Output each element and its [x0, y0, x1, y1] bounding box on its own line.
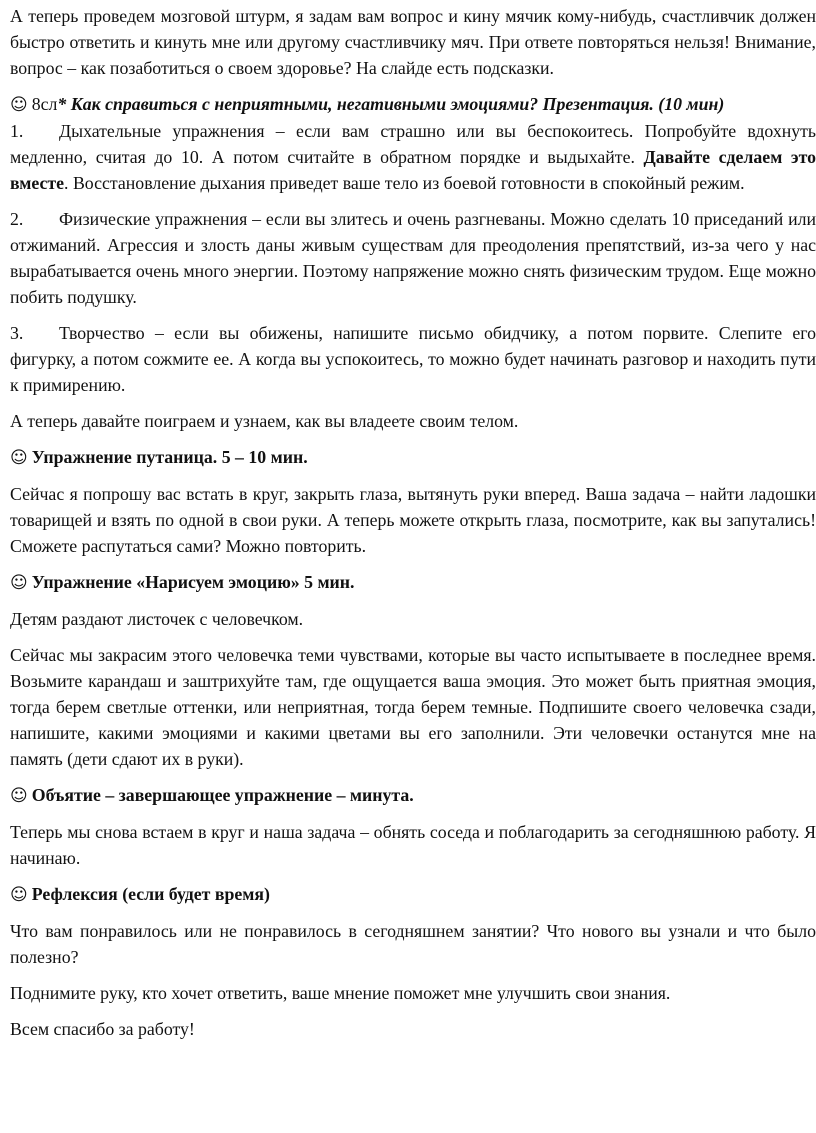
section-4-title: Объятие – завершающее упражнение – минута.: [31, 785, 414, 805]
list-item-number: 2.: [10, 209, 24, 229]
section-2-text: Сейчас я попрошу вас встать в круг, закрыть глаза, вытянуть руки вперед. Ваша задача – найти ладошки товарищей и взять по одной в свои руки. А теперь можете открыть глаза, посмотрите, как вы запутались! Сможете распутаться сами? Можно повторить.: [10, 484, 816, 556]
section-5-text-1: Что вам понравилось или не понравилось в сегодняшнем занятии? Что нового вы узнали и что было полезно?: [10, 921, 816, 967]
section-3-heading: [10, 569, 816, 596]
smiley-icon: ☺: [10, 95, 28, 115]
section-3-title: Упражнение «Нарисуем эмоцию» 5 мин.: [31, 572, 355, 592]
list-item: [10, 118, 816, 196]
section-5-title: Рефлексия (если будет время): [31, 884, 270, 904]
section-2-title: Упражнение путаница. 5 – 10 мин.: [31, 447, 308, 467]
section-3-text-2: Сейчас мы закрасим этого человечка теми чувствами, которые вы часто испытываете в последнее время. Возьмите карандаш и заштрихуйте там, где ощущается ваша эмоция. Это может быть приятная эмоция, тогда берем светлые оттенки, или неприятная, тогда берем темные. Подпишите своего человечка сзади, напишите, какими эмоциями и какими цветами вы его заполнили. Эти человечки останутся мне на память (дети сдают их в руки).: [10, 645, 816, 769]
list-item-number: 3.: [10, 323, 24, 343]
section-5-heading: [10, 881, 816, 908]
section-5-text-3: Всем спасибо за работу!: [10, 1019, 195, 1039]
slide-number: 8сл: [31, 94, 58, 114]
section-4-heading: [10, 782, 816, 809]
list-item-text: Дыхательные упражнения – если вам страшно или вы беспокоитесь. Попробуйте вдохнуть медленно, считая до 10. А потом считайте в обратном порядке и выдыхайте.: [10, 121, 816, 167]
list-item-text-after: . Восстановление дыхания приведет ваше тело из боевой готовности в спокойный режим.: [64, 173, 745, 193]
section-2-heading: [10, 444, 816, 471]
list-item: [10, 320, 816, 398]
smiley-icon: ☺: [10, 448, 28, 468]
intro-paragraph: А теперь проведем мозговой штурм, я задам вам вопрос и кину мячик кому-нибудь, счастливчик должен быстро ответить и кинуть мне или другому счастливчику мяч. При ответе повторяться нельзя! Внимание, вопрос – как позаботиться о своем здоровье? На слайде есть подсказки.: [10, 6, 816, 78]
smiley-icon: ☺: [10, 786, 28, 806]
smiley-icon: ☺: [10, 573, 28, 593]
list-item: [10, 206, 816, 310]
section-1-outro: А теперь давайте поиграем и узнаем, как вы владеете своим телом.: [10, 411, 519, 431]
section-4-text: Теперь мы снова встаем в круг и наша задача – обнять соседа и поблагодарить за сегодняшнюю работу. Я начинаю.: [10, 822, 816, 868]
document-page: [10, 3, 816, 1042]
smiley-icon: ☺: [10, 885, 28, 905]
section-1-heading: [10, 91, 816, 118]
list-item-bold-text: Давайте сделаем это вместе: [10, 147, 816, 193]
section-3-text-1: Детям раздают листочек с человечком.: [10, 609, 304, 629]
section-1-title: * Как справиться с неприятными, негативными эмоциями? Презентация. (10 мин): [57, 94, 725, 114]
list-item-text: Творчество – если вы обижены, напишите письмо обидчику, а потом порвите. Слепите его фигурку, а потом сожмите ее. А когда вы успокоитесь, то можно будет начинать разговор и находить пути к примирению.: [10, 323, 816, 395]
list-item-text: Физические упражнения – если вы злитесь и очень разгневаны. Можно сделать 10 приседаний или отжиманий. Агрессия и злость даны живым существам для преодоления препятствий, из-за чего у нас вырабатывается очень много энергии. Поэтому напряжение можно снять физическим трудом. Еще можно побить подушку.: [10, 209, 816, 307]
section-5-text-2: Поднимите руку, кто хочет ответить, ваше мнение поможет мне улучшить свои знания.: [10, 983, 671, 1003]
list-item-number: 1.: [10, 121, 24, 141]
